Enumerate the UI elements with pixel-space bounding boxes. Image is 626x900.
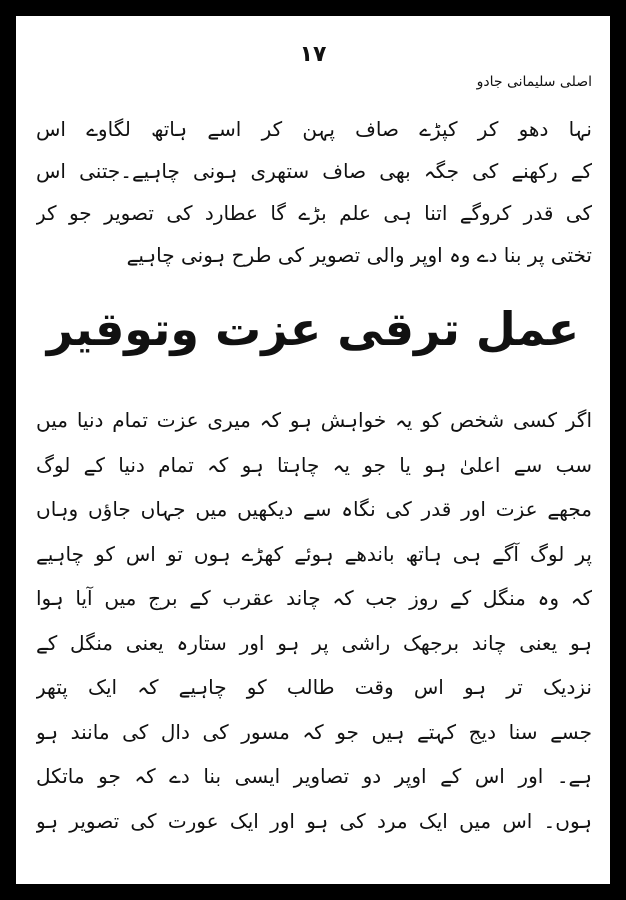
body-line: ہوں۔ اس میں ایک مرد کی ہو اور ایک عورت کی تصویر ہو xyxy=(36,808,592,833)
body-line: پر لوگ آگے ہی ہاتھ باندھے ہوئے کھڑے ہوں تو اس کو چاہیے xyxy=(36,541,592,566)
body-line: ہو یعنی چاند برجھک راشی پر ہو اور ستارہ یعنی منگل کے xyxy=(36,630,592,655)
section-heading: عمل ترقی عزت وتوقیر xyxy=(46,302,580,356)
body-line: کہ وہ منگل کے روز جب کہ چاند عقرب کے برج میں آیا ہوا xyxy=(36,586,592,610)
intro-line: تختی پر بنا دے وہ اوپر والی تصویر کی طرح ہونی چاہیے xyxy=(126,243,592,267)
body-line: جسے سنا دیج کہتے ہیں جو کہ مسور کی دال کی مانند ہو xyxy=(36,719,592,744)
body-line: ہے۔ اور اس کے اوپر دو تصاویر ایسی بنا دے کہ جو ماتکل xyxy=(36,764,592,788)
page-number: ۱۷ xyxy=(299,42,327,67)
book-page xyxy=(16,16,610,884)
body-line: اگر کسی شخص کو یہ خواہش ہو کہ میری عزت تمام دنیا میں xyxy=(36,408,592,432)
intro-line: نہا دھو کر کپڑے صاف پہن کر اسے ہاتھ لگاوے اس xyxy=(36,117,592,141)
intro-line: کے رکھنے کی جگہ بھی صاف ستھری ہونی چاہیے۔جتنی اس xyxy=(36,159,592,183)
body-line: سب سے اعلیٰ ہو یا جو یہ چاہتا ہو کہ تمام دنیا کے لوگ xyxy=(36,452,592,477)
body-line: نزدیک تر ہو اس وقت طالب کو چاہیے کہ ایک پتھر xyxy=(36,675,592,699)
intro-paragraph xyxy=(36,108,592,276)
body-paragraph xyxy=(36,398,592,843)
running-header: اصلی سلیمانی جادو xyxy=(476,74,592,90)
intro-line: کی قدر کروگے اتنا ہی علم بڑے گا عطارد کی تصویر جو کر xyxy=(36,201,592,225)
body-line: مجھے عزت اور قدر کی نگاہ سے دیکھیں میں جہاں جاؤں وہاں xyxy=(36,497,592,521)
